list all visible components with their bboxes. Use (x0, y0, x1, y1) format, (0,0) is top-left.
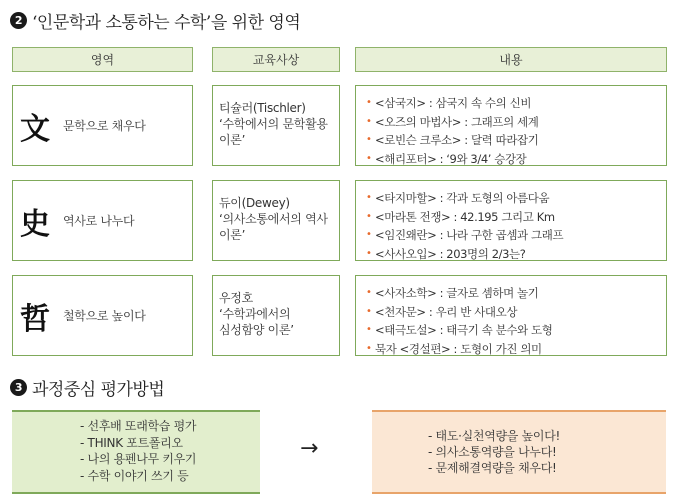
education-line: ‘수학과에서의 (219, 307, 291, 321)
education-line: 이론’ (219, 228, 246, 242)
bullet-dot: • (366, 210, 372, 222)
education-line: 이론’ (219, 133, 246, 147)
competency-goals-box (372, 410, 666, 494)
evaluation-methods-box (12, 410, 260, 494)
evaluation-item: - 선후배 또래학습 평가 (80, 419, 197, 433)
evaluation-item: - 나의 용펜나무 키우기 (80, 452, 197, 466)
bullet-dot: • (366, 287, 372, 298)
content-text: <임진왜란> : 나라 구한 곱셈과 그래프 (375, 228, 564, 242)
bullet-dot: • (366, 97, 372, 108)
evaluation-item: - THINK 포트폴리오 (80, 435, 183, 450)
section-2-title-text: ‘인문학과 소통하는 수학’을 위한 영역 (32, 13, 301, 33)
content-text: <사자소학> : 글자로 셈하며 놀기 (375, 286, 539, 300)
education-cell-history (212, 180, 340, 261)
content-item (366, 321, 666, 340)
hanja-history: 史 (20, 206, 50, 242)
content-text: <타지마할> : 각과 도형의 아름다움 (375, 191, 550, 205)
bullet-dot: • (366, 115, 372, 127)
content-item (366, 113, 666, 132)
section-2-title (10, 8, 300, 33)
bullet-dot: • (366, 152, 372, 164)
bullet-dot: • (366, 247, 372, 259)
bullet-dot: • (366, 192, 372, 203)
content-text: <삼국지> : 삼국지 속 수의 신비 (375, 96, 532, 110)
content-text: <태극도설> : 태극기 속 분수와 도형 (375, 323, 553, 337)
education-line: 듀이(Dewey) (219, 196, 290, 210)
content-cell-literature (355, 85, 667, 166)
education-cell-philosophy (212, 275, 340, 356)
bullet-dot: • (366, 229, 372, 240)
content-text: <오즈의 마법사> : 그래프의 세계 (375, 114, 539, 129)
area-cell-literature (12, 85, 193, 166)
content-item (366, 131, 666, 150)
education-line: ‘수학에서의 문학활용 (219, 117, 328, 131)
content-item (366, 150, 666, 169)
content-item (366, 94, 666, 113)
content-text: <해리포터> : ‘9와 3/4’ 승강장 (375, 151, 527, 166)
area-label-history: 역사로 나누다 (63, 214, 135, 228)
bullet-dot: • (366, 324, 372, 335)
header-education: 교육사상 (212, 47, 340, 72)
content-cell-history (355, 180, 667, 261)
education-line: 심성함양 이론’ (219, 323, 294, 337)
content-item (366, 208, 666, 227)
hanja-literature: 文 (20, 111, 50, 147)
right-arrow-icon: → (300, 436, 319, 461)
content-item (366, 226, 666, 245)
section-3-number: 3 (10, 379, 27, 396)
area-cell-philosophy (12, 275, 193, 356)
content-text: 묵자 <경설편> : 도형이 가진 의미 (375, 341, 542, 356)
section-3-title (10, 375, 164, 400)
content-text: <마라톤 전쟁> : 42.195 그리고 Km (375, 209, 555, 224)
education-cell-literature (212, 85, 340, 166)
education-line: 티슐러(Tischler) (219, 101, 306, 115)
header-content: 내용 (355, 47, 667, 72)
content-text: <천자문> : 우리 반 사대오상 (375, 304, 518, 319)
section-3-title-text: 과정중심 평가방법 (32, 380, 165, 400)
content-item (366, 284, 666, 303)
education-line: 우정호 (219, 291, 253, 305)
bullet-dot: • (366, 134, 372, 145)
content-item (366, 340, 666, 359)
evaluation-item: - 수학 이야기 쓰기 등 (80, 468, 189, 483)
header-area: 영역 (12, 47, 193, 72)
content-item (366, 303, 666, 322)
area-label-philosophy: 철학으로 높이다 (63, 309, 146, 323)
content-text: <로빈슨 크루소> : 달력 따라잡기 (375, 133, 539, 147)
hanja-philosophy: 哲 (20, 301, 50, 337)
content-cell-philosophy (355, 275, 667, 356)
content-item (366, 245, 666, 264)
bullet-dot: • (366, 342, 372, 354)
section-2-number: 2 (10, 12, 27, 29)
goal-item: - 의사소통역량을 나누다! (428, 445, 557, 459)
goal-item: - 문제해결역량을 채우다! (428, 461, 557, 475)
area-label-literature: 문학으로 채우다 (63, 119, 146, 133)
education-line: ‘의사소통에서의 역사 (219, 212, 328, 226)
area-cell-history (12, 180, 193, 261)
content-text: <사사오입> : 203명의 2/3는? (375, 246, 526, 261)
content-item (366, 189, 666, 208)
goal-item: - 태도·실천역량을 높이다! (428, 429, 561, 443)
bullet-dot: • (366, 305, 372, 317)
